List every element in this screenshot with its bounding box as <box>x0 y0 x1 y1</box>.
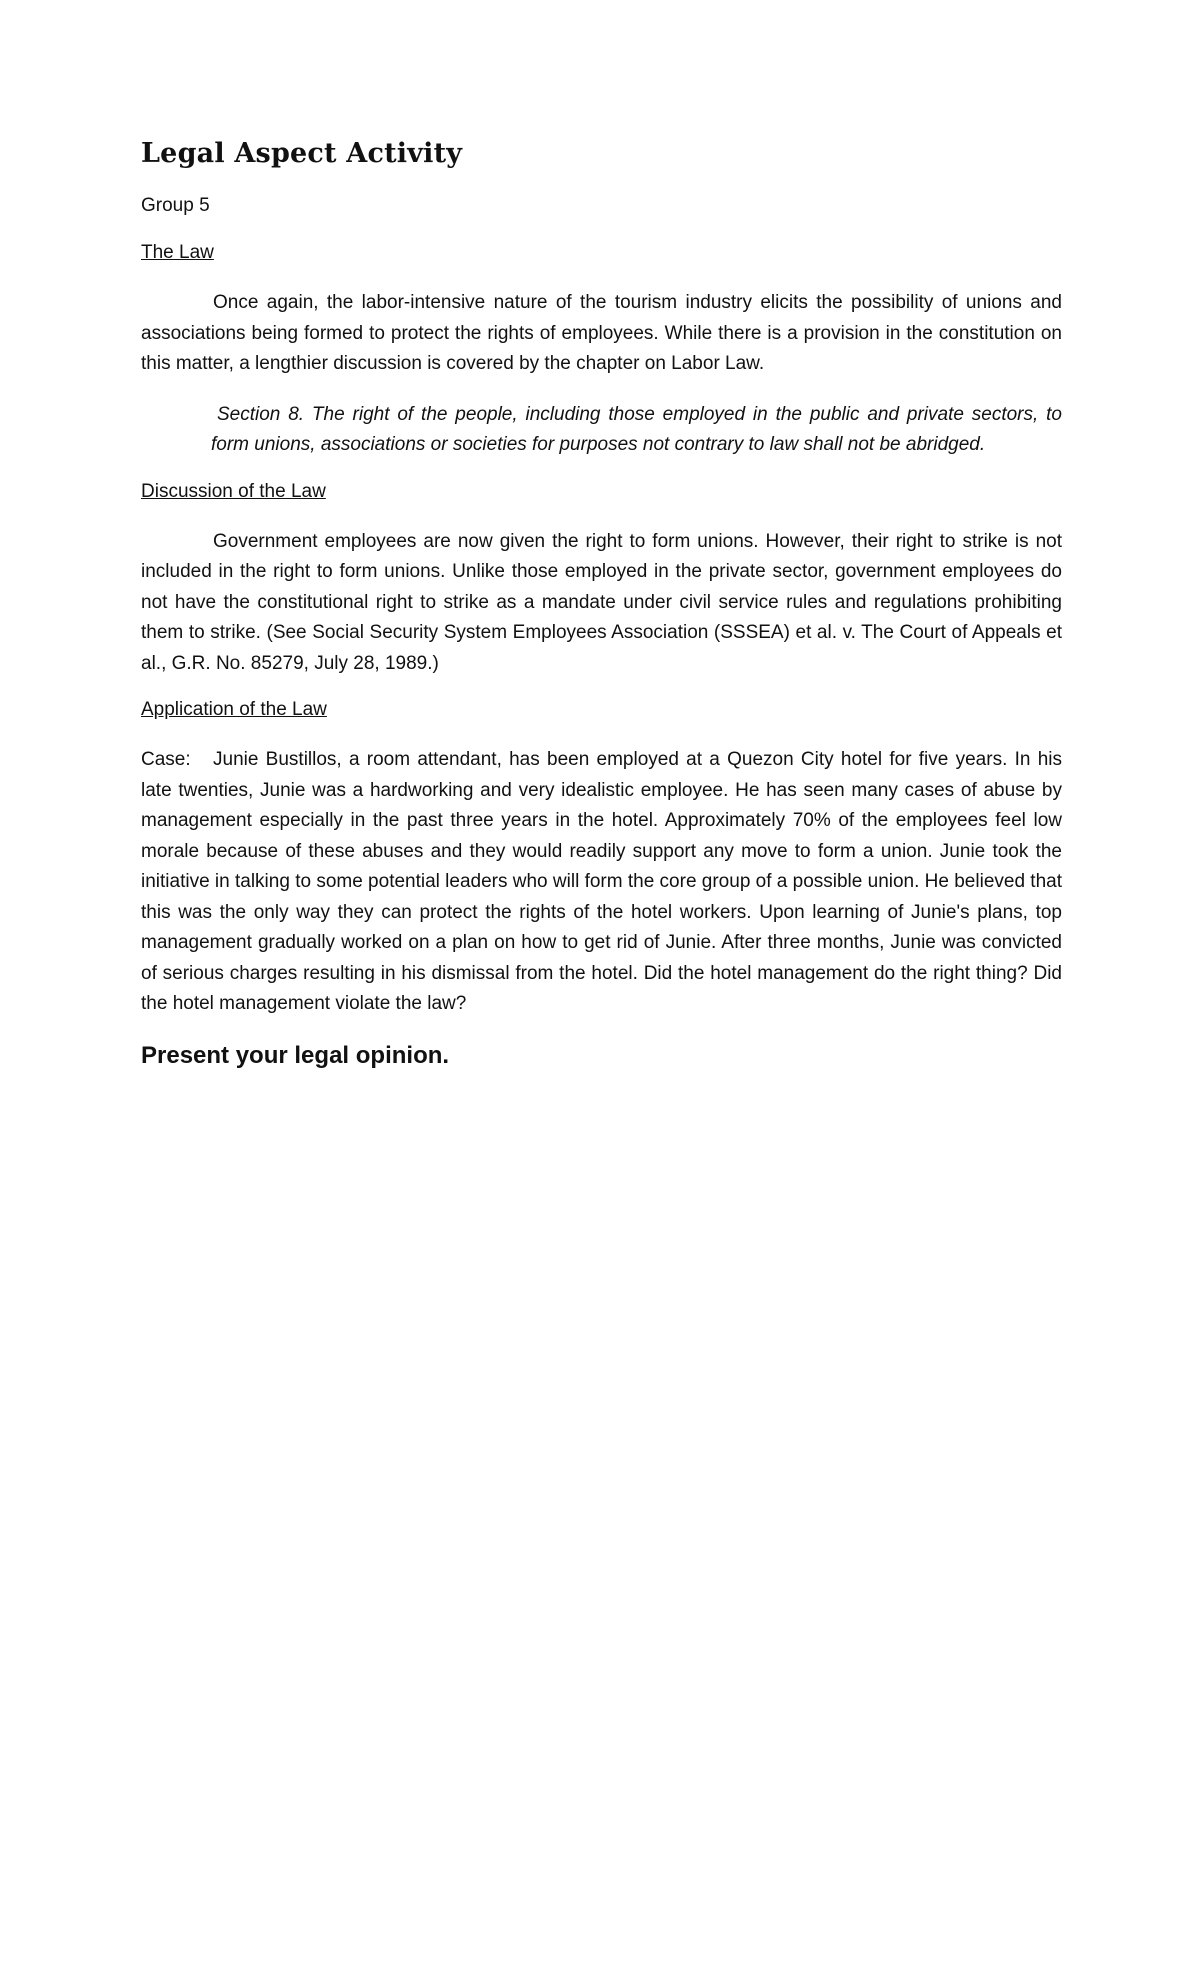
case-label: Case: <box>141 749 191 770</box>
group-label: Group 5 <box>141 195 210 216</box>
call-to-action: Present your legal opinion. <box>141 1041 450 1069</box>
case-paragraph <box>141 745 1062 1020</box>
section-heading-application: Application of the Law <box>141 699 327 720</box>
document-page <box>141 138 1062 1070</box>
document-title: Legal Aspect Activity <box>141 138 463 169</box>
section-heading-the-law: The Law <box>141 242 214 263</box>
constitution-quote: Section 8. The right of the people, including those employed in the public and private sectors, to form unions, associations or societies for purposes not contrary to law shall not be abridged. <box>211 403 1062 455</box>
section-heading-discussion: Discussion of the Law <box>141 480 326 502</box>
case-text: Junie Bustillos, a room attendant, has been employed at a Quezon City hotel for five years. In his late twenties, Junie was a hardworking and very idealistic employee. He has seen many cases of abuse by management especially in the past three years in the hotel. Approximately 70% of the employees feel low morale because of these abuses and they would readily support any move to form a union. Junie took the initiative in talking to some potential leaders who will form the core group of a possible union. He believed that this was the only way they can protect the rights of the hotel workers. Upon learning of Junie's plans, top management gradually worked on a plan on how to get rid of Junie. After three months, Junie was convicted of serious charges resulting in his dismissal from the hotel. Did the hotel management do the right thing? Did the hotel management violate the law? <box>141 749 1062 1014</box>
discussion-paragraph: Government employees are now given the right to form unions. However, their right to strike is not included in the right to form unions. Unlike those employed in the private sector, government employees do not have the constitutional right to strike as a mandate under civil service rules and regulations prohibiting them to strike. (See Social Security System Employees Association (SSSEA) et al. v. The Court of Appeals et al., G.R. No. 85279, July 28, 1989.) <box>141 530 1062 674</box>
law-paragraph: Once again, the labor-intensive nature of the tourism industry elicits the possibility of unions and associations being formed to protect the rights of employees. While there is a provision in the constitution on this matter, a lengthier discussion is covered by the chapter on Labor Law. <box>141 292 1062 374</box>
